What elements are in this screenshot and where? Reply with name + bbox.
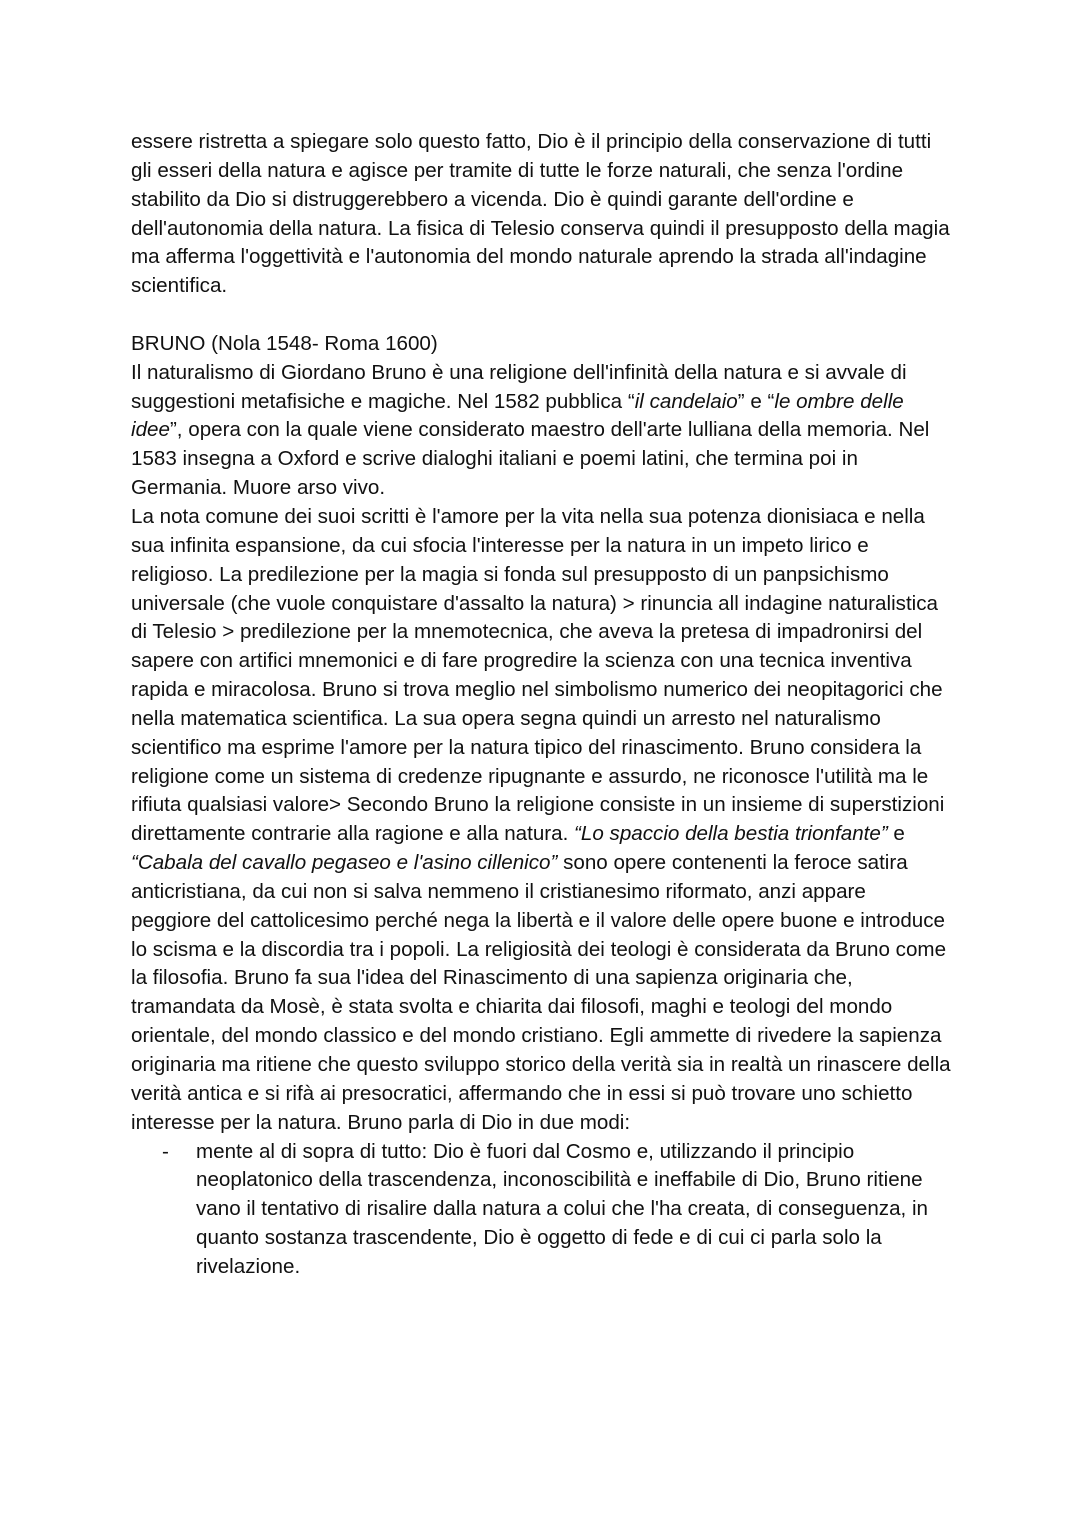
bruno-paragraph-2 xyxy=(131,503,951,1138)
document-page xyxy=(131,128,951,1282)
italic-title-cabala: “Cabala del cavallo pegaseo e l'asino cillenico” xyxy=(131,851,558,875)
paragraph-gap xyxy=(131,301,951,330)
text-run: ”, opera con la quale viene considerato maestro dell'arte lulliana della memoria. Nel 1583 insegna a Oxford e scrive dialoghi italiani e poemi latini, che termina poi in Germania. Muore arso vivo. xyxy=(131,418,930,500)
list-item xyxy=(131,1138,951,1282)
italic-title-spaccio: “Lo spaccio della bestia trionfante” xyxy=(574,822,888,846)
text-run: ” e “ xyxy=(737,389,775,413)
text-run: La nota comune dei suoi scritti è l'amore per la vita nella sua potenza dionisiaca e nella sua infinita espansione, da cui sfocia l'interesse per la natura in un impeto lirico e religioso. La predilezione per la magia si fonda sul presupposto di un panpsichismo universale (che vuole conquistare d'assalto la natura) > rinuncia all indagine naturalistica di Telesio > predilezione per la mnemotecnica, che aveva la pretesa di impadronirsi del sapere con artifici mnemonici e di fare progredire la scienza con una tecnica inventiva rapida e miracolosa. Bruno si trova meglio nel simbolismo numerico dei neopitagorici che nella matematica scientifica. La sua opera segna quindi un arresto nel naturalismo scientifico ma esprime l'amore per la natura tipico del rinascimento. Bruno considera la religione come un sistema di credenze ripugnante e assurdo, ne riconosce l'utilità ma le rifiuta qualsiasi valore> Secondo Bruno la religione consiste in un insieme di superstizioni direttamente contrarie alla ragione e alla natura. xyxy=(131,504,945,846)
intro-paragraph: essere ristretta a spiegare solo questo fatto, Dio è il principio della conservazione di tutti gli esseri della natura e agisce per tramite di tutte le forze naturali, che senza l'ordine stabilito da Dio si distruggerebbero a vicenda. Dio è quindi garante dell'ordine e dell'autonomia della natura. La fisica di Telesio conserva quindi il presupposto della magia ma afferma l'oggettività e l'autonomia del mondo naturale aprendo la strada all'indagine scientifica. xyxy=(131,130,950,298)
italic-title-ombre-delle-idee: le ombre delle idee xyxy=(131,389,904,442)
text-run: e xyxy=(887,822,905,846)
text-run: Il naturalismo di Giordano Bruno è una religione dell'infinità della natura e si avvale di suggestioni metafisiche e magiche. Nel 1582 pubblica “ xyxy=(131,360,907,413)
list-item-text: mente al di sopra di tutto: Dio è fuori dal Cosmo e, utilizzando il principio neoplatonico della trascendenza, inconoscibilità e ineffabile di Dio, Bruno ritiene vano il tentativo di risalire dalla natura a colui che l'ha creata, di conseguenza, in quanto sostanza trascendente, Dio è oggetto di fede e di cui ci parla solo la rivelazione. xyxy=(196,1139,929,1278)
dash-bullet: - xyxy=(162,1139,169,1163)
text-run: sono opere contenenti la feroce satira anticristiana, da cui non si salva nemmeno il cristianesimo riformato, anzi appare peggiore del cattolicesimo perché nega la libertà e il valore delle opere buone e introduce lo scisma e la discordia tra i popoli. La religiosità dei teologi è considerata da Bruno come la filosofia. Bruno fa sua l'idea del Rinascimento di una sapienza originaria che, tramandata da Mosè, è stata svolta e chiarita dai filosofi, maghi e teologi del mondo orientale, del mondo classico e del mondo cristiano. Egli ammette di rivedere la sapienza originaria ma ritiene che questo sviluppo storico della verità sia in realtà un rinascere della verità antica e si rifà ai presocratici, affermando che in essi si può trovare uno schietto interesse per la natura. Bruno parla di Dio in due modi: xyxy=(131,851,951,1134)
bruno-paragraph-1 xyxy=(131,359,951,503)
italic-title-candelaio: il candelaio xyxy=(634,389,738,413)
section-heading: BRUNO (Nola 1548- Roma 1600) xyxy=(131,331,438,355)
